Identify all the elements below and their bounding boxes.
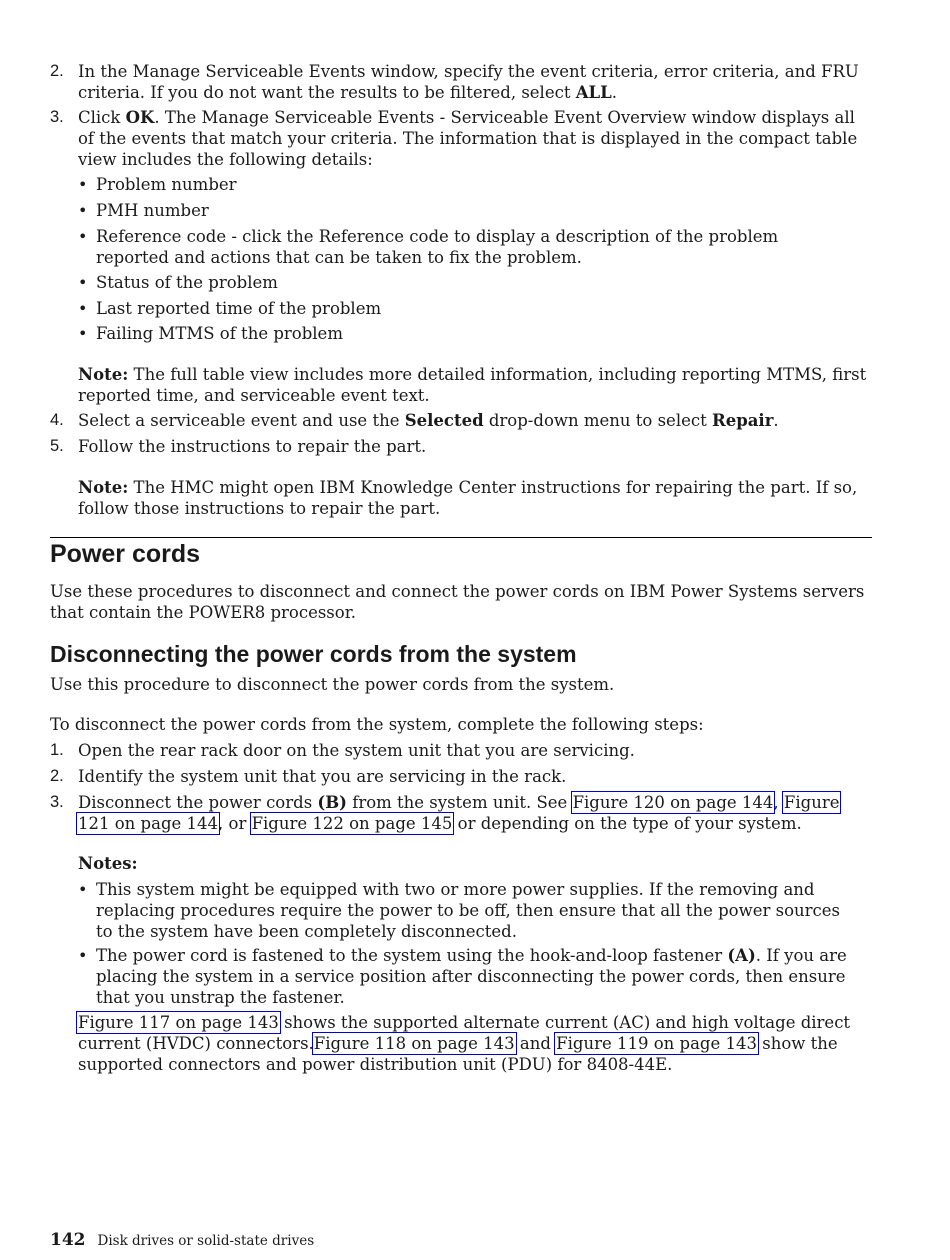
list-item: Problem number	[96, 175, 237, 194]
note-label: Note:	[78, 365, 129, 384]
list-item: Failing MTMS of the problem	[96, 324, 343, 343]
figure-paragraph: Figure 117 on page 143 shows the supported alternate current (AC) and high voltage direct current (HVDC) connectors.Figure 118 on page 143 and Figure 119 on page 143 show the supported connectors and power distribution unit (PDU) for 8408-44E.	[78, 1013, 851, 1074]
note: Note: The HMC might open IBM Knowledge Center instructions for repairing the part. If so, follow those instructions to repair the part.	[78, 478, 858, 518]
step-number: 1.	[50, 741, 64, 759]
figure-link[interactable]: Figure 122 on page 145	[251, 814, 453, 833]
section-divider	[50, 537, 872, 538]
step-number: 2.	[50, 767, 64, 785]
figure-link[interactable]: Figure 121 on page 144	[78, 793, 840, 833]
bullet-icon: •	[78, 299, 88, 318]
notes-label: Notes:	[78, 854, 138, 873]
figure-link[interactable]: Figure 120 on page 144	[572, 793, 774, 812]
bullet-icon: •	[78, 201, 88, 220]
step-2-text: In the Manage Serviceable Events window, specify the event criteria, error criteria, and FRU criteria. If you do not want the results to be filtered, select ALL.	[78, 62, 859, 102]
figure-link[interactable]: Figure 117 on page 143	[78, 1013, 279, 1032]
footer-title: Disk drives or solid-state drives	[97, 1233, 315, 1249]
step-3-text: Click OK. The Manage Serviceable Events - Serviceable Event Overview window displays all of the events that match your criteria. The information that is displayed in the compact table view includes the following details:	[78, 108, 858, 169]
note: Note: The full table view includes more detailed information, including reporting MTMS, first reported time, and serviceable event text.	[78, 365, 867, 405]
section-heading: Power cords	[50, 540, 201, 568]
bullet-icon: •	[78, 273, 88, 292]
note-label: Note:	[78, 478, 129, 497]
procedure-lead: To disconnect the power cords from the system, complete the following steps:	[50, 715, 704, 734]
subsection-heading: Disconnecting the power cords from the system	[50, 641, 577, 667]
step-number: 2.	[50, 62, 64, 80]
page-footer	[50, 1230, 314, 1251]
figure-link[interactable]: Figure 119 on page 143	[556, 1034, 757, 1053]
step-text: Open the rear rack door on the system unit that you are servicing.	[78, 741, 635, 760]
page-number: 142	[50, 1230, 86, 1250]
bullet-icon: •	[78, 880, 88, 899]
list-item: PMH number	[96, 201, 209, 220]
bullet-icon: •	[78, 175, 88, 194]
step-number: 5.	[50, 437, 64, 455]
list-item: Last reported time of the problem	[96, 299, 382, 318]
step-text: Identify the system unit that you are servicing in the rack.	[78, 767, 567, 786]
step-5-text: Follow the instructions to repair the part.	[78, 437, 427, 456]
step-number: 3.	[50, 108, 64, 126]
bullet-icon: •	[78, 227, 88, 246]
bullet-icon: •	[78, 324, 88, 343]
subsection-intro: Use this procedure to disconnect the power cords from the system.	[50, 675, 615, 694]
step-text: Disconnect the power cords (B) from the system unit. See Figure 120 on page 144, Figure 121 on page 144, or Figure 122 on page 145 or depending on the type of your system.	[78, 793, 840, 833]
list-item: Status of the problem	[96, 273, 278, 292]
list-item: The power cord is fastened to the system using the hook-and-loop fastener (A). If you are placing the system in a service position after disconnecting the power cords, then ensure that you unstrap the fastener.	[96, 946, 847, 1007]
list-item: Reference code - click the Reference code to display a description of the problem reported and actions that can be taken to fix the problem.	[96, 227, 779, 267]
section-intro: Use these procedures to disconnect and connect the power cords on IBM Power Systems servers that contain the POWER8 processor.	[50, 582, 865, 622]
bullet-icon: •	[78, 946, 88, 965]
step-4-text: Select a serviceable event and use the Selected drop-down menu to select Repair.	[78, 411, 779, 430]
step-number: 4.	[50, 411, 64, 429]
step-number: 3.	[50, 793, 64, 811]
list-item: This system might be equipped with two or more power supplies. If the removing and replacing procedures require the power to be off, then ensure that all the power sources to the system have been completely disconnected.	[96, 880, 841, 941]
figure-link[interactable]: Figure 118 on page 143	[313, 1034, 515, 1053]
